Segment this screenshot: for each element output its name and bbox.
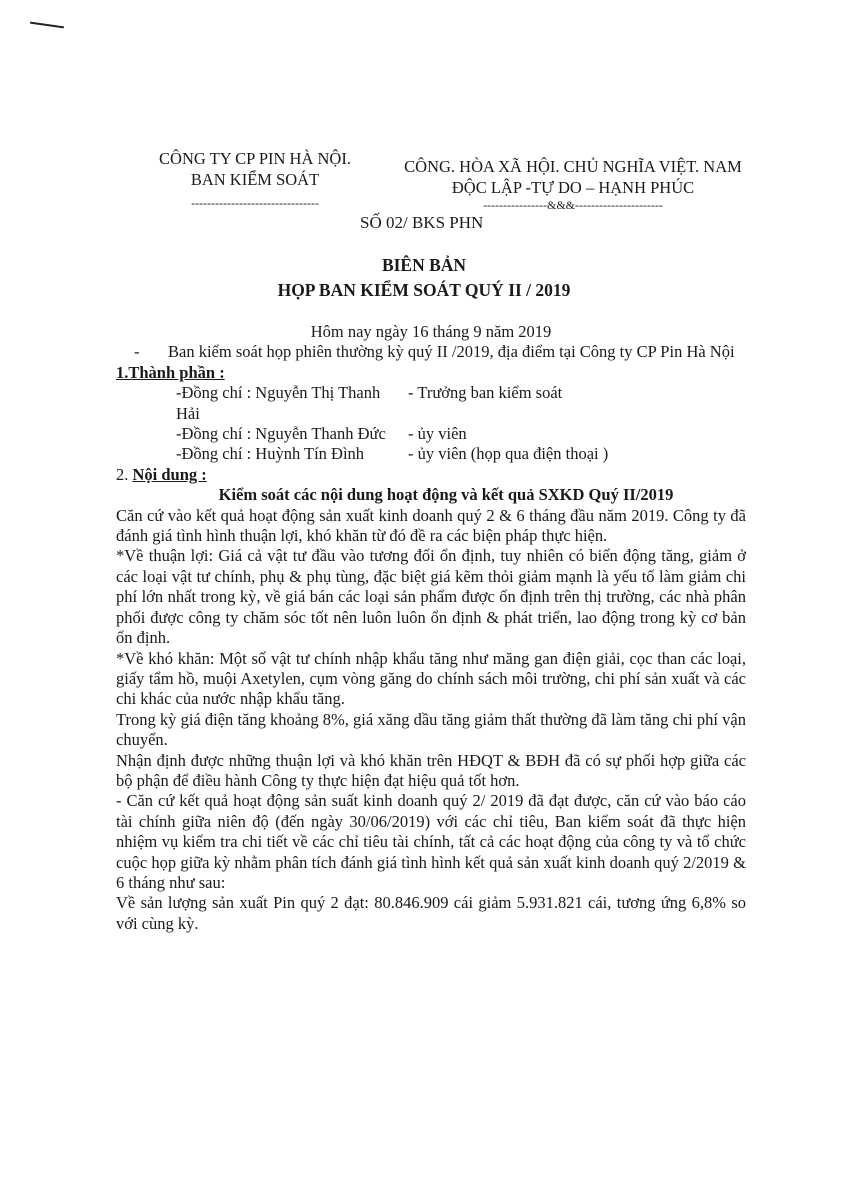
intro-item — [110, 342, 746, 362]
member-role: - Trưởng ban kiểm soát — [408, 383, 563, 403]
national-motto: ĐỘC LẬP -TỰ DO – HẠNH PHÚC — [451, 178, 695, 197]
member-role: - ủy viên (họp qua điện thoại ) — [408, 444, 609, 464]
member-row — [116, 383, 746, 424]
paragraph: Trong kỳ giá điện tăng khoảng 8%, giá xăng dầu tăng giảm thất thường đã làm tăng chi phí vận chuyển. — [116, 709, 746, 750]
paragraph: - Căn cứ kết quả hoạt động sản suất kinh doanh quý 2/ 2019 đã đạt được, căn cứ vào báo cáo tài chính giữa niên độ (đến ngày 30/06/2019) với các chỉ tiêu, Ban kiểm soát đã thực hiện nhiệm vụ kiểm tra chi tiết về các chỉ tiêu tài chính, tất cả các hoạt động của công ty và tổ chức cuộc họp giữa kỳ nhằm phân tích đánh giá tình hình kết quả sản xuất kinh doanh quý 2/2019 & 6 tháng như sau: — [116, 791, 746, 892]
member-row — [116, 424, 746, 444]
member-row — [116, 444, 746, 464]
date-line: Hôm nay ngày 16 tháng 9 năm 2019 — [310, 322, 552, 341]
national-header — [388, 156, 758, 212]
section-2-heading — [116, 465, 746, 485]
document-body — [116, 322, 746, 934]
national-title: CÔNG. HÒA XÃ HỘI. CHỦ NGHĨA VIỆT. NAM — [404, 157, 742, 176]
section-1-title: 1.Thành phần : — [116, 362, 225, 382]
header-left-rule: -------------------------------- — [191, 196, 319, 210]
company-name: CÔNG TY CP PIN HÀ NỘI. — [159, 149, 351, 168]
member-name: -Đồng chí : Nguyễn Thị Thanh Hải — [176, 383, 381, 423]
intro-text: Ban kiểm soát họp phiên thường kỳ quý II /2019, địa điểm tại Công ty CP Pin Hà Nội — [168, 342, 735, 362]
paragraph: Về sản lượng sản xuất Pin quý 2 đạt: 80.846.909 cái giảm 5.931.821 cái, tương ứng 6,8% so với cùng kỳ. — [116, 893, 746, 933]
paragraph: *Về thuận lợi: Giá cả vật tư đầu vào tương đối ổn định, tuy nhiên có biến động tăng, giảm ở các loại vật tư chính, phụ & phụ tùng, đặc biệt giá kẽm thỏi giảm mạnh là yếu tố làm giảm chi phí lớn nhất trong kỳ, về giá bán các loại sản phẩm được ổn định trên thị trường, các nhà phân phối được công ty chăm sóc tốt nên luôn luôn ổn định & phát triển, lao động trong kỳ cơ bản ổn định. — [116, 546, 746, 648]
paragraph: Căn cứ vào kết quả hoạt động sản xuất kinh doanh quý 2 & 6 tháng đầu năm 2019. Công ty đã đánh giá tình hình thuận lợi, khó khăn từ đó đề ra các biện pháp thực hiện. — [116, 505, 746, 546]
intro-dash: - — [134, 342, 140, 362]
member-name: -Đồng chí : Nguyễn Thanh Đức — [176, 424, 386, 444]
section-2-number: 2. — [116, 464, 129, 484]
header-right-rule: ----------------&&&---------------------- — [483, 198, 663, 212]
paragraph: Nhận định được những thuận lợi và khó khăn trên HĐQT & BĐH đã có sự phối hợp giữa các bộ phận để điều hành Công ty thực hiện đạt hiệu quả tốt hơn. — [116, 750, 746, 790]
department-name: BAN KIỂM SOÁT — [190, 170, 320, 189]
content-subtitle: Kiểm soát các nội dung hoạt động và kết quả SXKD Quý II/2019 — [218, 485, 674, 505]
paragraph: *Về khó khăn: Một số vật tư chính nhập khẩu tăng như măng gan điện giải, cọc than các loại, giấy tẩm hồ, muội Axetylen, cụm vòng găng do chính sách môi trường, chi phí sản xuất và các chi khác của nước nhập khẩu tăng. — [116, 648, 746, 709]
section-2-title: Nội dung : — [132, 464, 207, 484]
scan-mark — [30, 22, 64, 29]
document-title: BIÊN BẢN — [381, 255, 467, 275]
document-subtitle: HỌP BAN KIỂM SOÁT QUÝ II / 2019 — [277, 280, 571, 300]
member-role: - ủy viên — [408, 424, 467, 444]
document-number: SỐ 02/ BKS PHN — [360, 213, 484, 232]
member-name: -Đồng chí : Huỳnh Tín Đình — [176, 444, 365, 464]
company-header — [110, 148, 400, 210]
